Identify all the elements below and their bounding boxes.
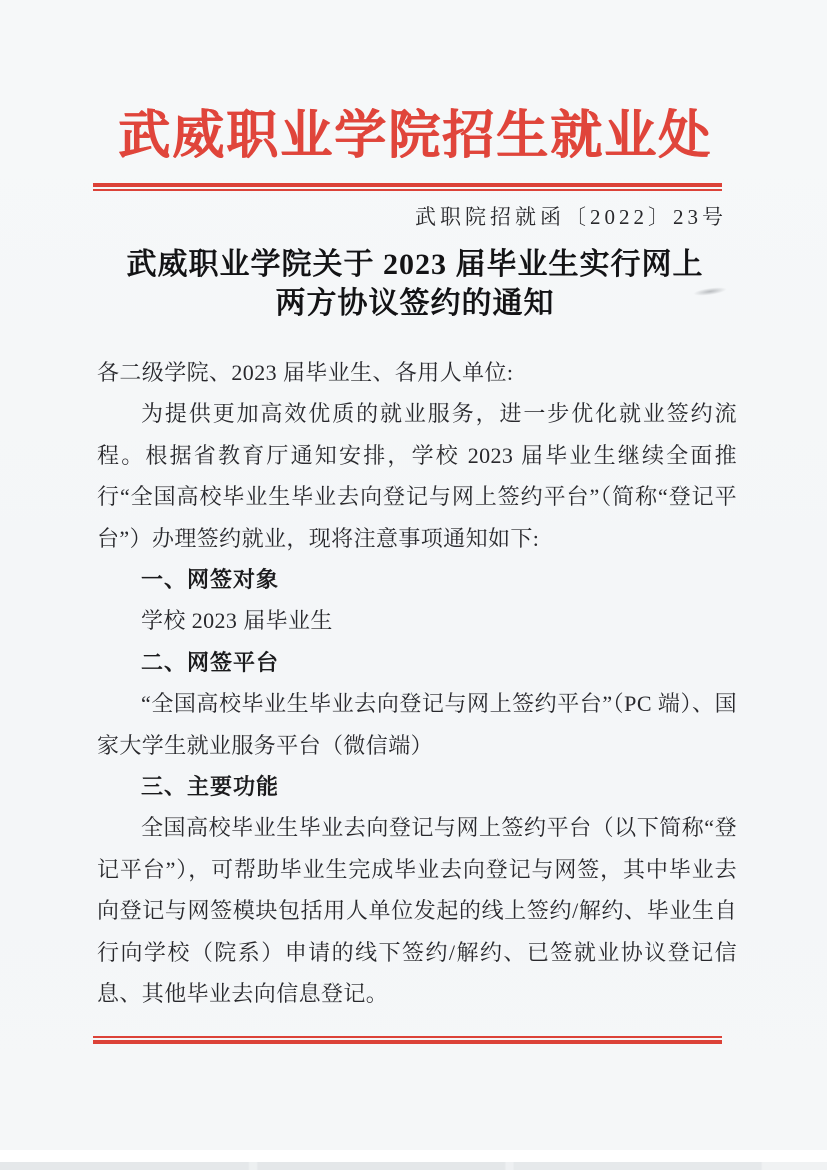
section-heading-3: 三、主要功能 [141, 774, 280, 800]
intro-paragraph: 为提供更加高效优质的就业服务，进一步优化就业签约流程。根据省教育厅通知安排，学校 2023 届毕业生继续全面推行“全国高校毕业生毕业去向登记与网上签约平台”（简称“登记平台”）办理签约就业，现将注意事项通知如下: [97, 401, 737, 551]
document-body [97, 352, 737, 1015]
scan-edge-gray [0, 1162, 827, 1170]
document-title-line2: 两方协议签约的通知 [275, 287, 555, 320]
document-title [95, 245, 735, 323]
header-red-rule [93, 183, 722, 191]
footer-red-rule [93, 1036, 722, 1044]
section-content-3: 全国高校毕业生毕业去向登记与网上签约平台（以下简称“登记平台”），可帮助毕业生完成毕业去向登记与网签，其中毕业去向登记与网签模块包括用人单位发起的线上签约/解约、毕业生自行向学校（院系）申请的线下签约/解约、已签就业协议登记信息、其他毕业去向信息登记。 [97, 815, 737, 1007]
doc-number: 武职院招就函〔2022〕23号 [415, 205, 727, 229]
document-title-line1: 武威职业学院关于 2023 届毕业生实行网上 [126, 248, 704, 281]
salutation-line: 各二级学院、2023 届毕业生、各用人单位: [97, 360, 514, 385]
section-heading-2: 二、网签平台 [141, 649, 280, 675]
section-content-1: 学校 2023 届毕业生 [141, 608, 333, 634]
section-content-2: “全国高校毕业生毕业去向登记与网上签约平台”（PC 端）、国家大学生就业服务平台（微信端） [97, 691, 737, 758]
section-heading-1: 一、网签对象 [141, 567, 280, 593]
scan-edge-white [0, 1150, 827, 1162]
letterhead-title: 武威职业学院招生就业处 [117, 108, 712, 165]
